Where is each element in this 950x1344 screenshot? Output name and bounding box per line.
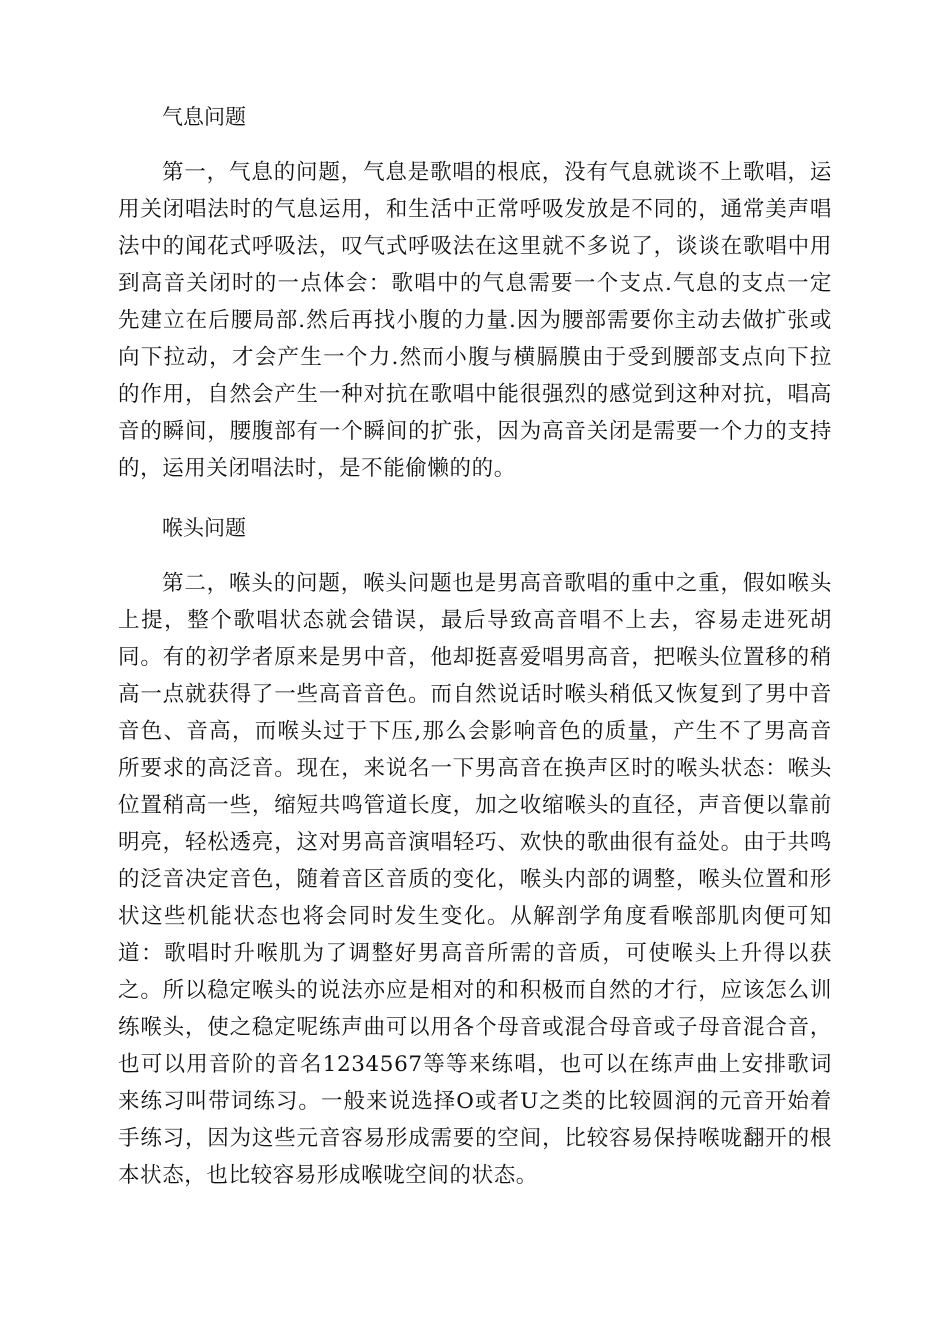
section-body-breath: 第一，气息的问题，气息是歌唱的根底，没有气息就谈不上歌唱，运用关闭唱法时的气息运用，和生活中正常呼吸发放是不同的，通常美声唱法中的闻花式呼吸法，叹气式呼吸法在这里就不多说了，谈谈在歌唱中用到高音关闭时的一点体会：歌唱中的气息需要一个支点.气息的支点一定先建立在后腰局部.然后再找小腹的力量.因为腰部需要你主动去做扩张或向下拉动，才会产生一个力.然而小腹与横膈膜由于受到腰部支点向下拉的作用，自然会产生一种对抗在歌唱中能很强烈的感觉到这种对抗，唱高音的瞬间，腰腹部有一个瞬间的扩张，因为高音关闭是需要一个力的支持的，运用关闭唱法时，是不能偷懒的的。 [118,160,832,481]
section-heading-breath: 气息问题 [162,105,246,129]
document-page [118,100,832,1194]
section-heading-larynx: 喉头问题 [162,516,246,540]
section-body-larynx: 第二，喉头的问题，喉头问题也是男高音歌唱的重中之重，假如喉头上提，整个歌唱状态就会错误，最后导致高音唱不上去，容易走进死胡同。有的初学者原来是男中音，他却挺喜爱唱男高音，把喉头位置移的稍高一点就获得了一些高音音色。而自然说话时喉头稍低又恢复到了男中音音色、音高，而喉头过于下压,那么会影响音色的质量，产生不了男高音所要求的高泛音。现在，来说名一下男高音在换声区时的喉头状态：喉头位置稍高一些，缩短共鸣管道长度，加之收缩喉头的直径，声音便以靠前明亮，轻松透亮，这对男高音演唱轻巧、欢快的歌曲很有益处。由于共鸣的泛音决定音色，随着音区音质的变化，喉头内部的调整，喉头位置和形状这些机能状态也将会同时发生变化。从解剖学角度看喉部肌肉便可知道：歌唱时升喉肌为了调整好男高音所需的音质，可使喉头上升得以获之。所以稳定喉头的说法亦应是相对的和积极而自然的才行，应该怎么训练喉头，使之稳定呢练声曲可以用各个母音或混合母音或子母音混合音，也可以用音阶的音名1234567等等来练唱，也可以在练声曲上安排歌词来练习叫带词练习。一般来说选择O或者U之类的比较圆润的元音开始着手练习，因为这些元音容易形成需要的空间，比较容易保持喉咙翻开的根本状态，也比较容易形成喉咙空间的状态。 [118,571,832,1188]
